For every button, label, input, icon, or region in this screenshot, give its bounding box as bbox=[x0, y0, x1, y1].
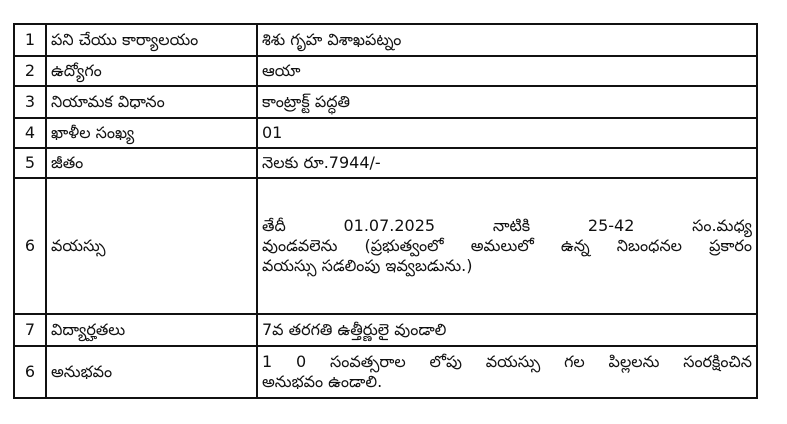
table-row-salary bbox=[14, 148, 757, 178]
row-number: 6 bbox=[14, 178, 46, 314]
experience-second-line: అనుభవం ఉండాలి. bbox=[262, 372, 383, 391]
row-label-recruitment: నియామక విధానం bbox=[46, 86, 257, 118]
row-value-vacancies: 01 bbox=[257, 118, 757, 148]
table-row-experience bbox=[14, 346, 757, 398]
row-number: 6 bbox=[14, 346, 46, 398]
row-label-salary: జీతం bbox=[46, 148, 257, 178]
row-number: 2 bbox=[14, 56, 46, 86]
job-details-table bbox=[13, 23, 758, 399]
row-value-education: 7వ తరగతి ఉత్తీర్ణులై వుండాలి bbox=[257, 314, 757, 346]
age-word: తేదీ bbox=[262, 216, 286, 235]
table-row-education bbox=[14, 314, 757, 346]
age-word: నాటికి bbox=[492, 216, 531, 235]
row-value-office: శిశు గృహ విశాఖపట్నం bbox=[257, 24, 757, 56]
row-label-job: ఉద్యోగం bbox=[46, 56, 257, 86]
row-number: 4 bbox=[14, 118, 46, 148]
experience-first-line: 1 0 సంవత్సరాల లోపు వయస్సు గల పిల్లలను సంరక్షించిన bbox=[262, 352, 752, 371]
row-label-vacancies: ఖాళీల సంఖ్య bbox=[46, 118, 257, 148]
table-row-job bbox=[14, 56, 757, 86]
row-label-experience: అనుభవం bbox=[46, 346, 257, 398]
row-label-education: విద్యార్హతలు bbox=[46, 314, 257, 346]
age-first-line bbox=[262, 216, 752, 236]
table-row-recruitment bbox=[14, 86, 757, 118]
row-label-age: వయస్సు bbox=[46, 178, 257, 314]
row-number: 1 bbox=[14, 24, 46, 56]
row-number: 5 bbox=[14, 148, 46, 178]
row-value-salary: నెలకు రూ.7944/- bbox=[257, 148, 757, 178]
row-number: 3 bbox=[14, 86, 46, 118]
row-value-age bbox=[257, 178, 757, 314]
age-word: సం.మధ్య bbox=[692, 216, 752, 235]
age-date: 01.07.2025 bbox=[343, 216, 436, 235]
table-row-vacancies bbox=[14, 118, 757, 148]
row-value-recruitment: కాంట్రాక్ట్ పద్ధతి bbox=[257, 86, 757, 118]
age-range: 25-42 bbox=[587, 216, 635, 235]
table-row-office bbox=[14, 24, 757, 56]
row-number: 7 bbox=[14, 314, 46, 346]
row-value-job: ఆయా bbox=[257, 56, 757, 86]
row-value-experience bbox=[257, 346, 757, 398]
age-second-line: వుండవలెను (ప్రభుత్వంలో అమలులో ఉన్న నిబంధనల ప్రకారం bbox=[262, 236, 752, 255]
table-row-age bbox=[14, 178, 757, 314]
age-third-line: వయస్సు సడలింపు ఇవ్వబడును.) bbox=[262, 256, 473, 275]
row-label-office: పని చేయు కార్యాలయం bbox=[46, 24, 257, 56]
